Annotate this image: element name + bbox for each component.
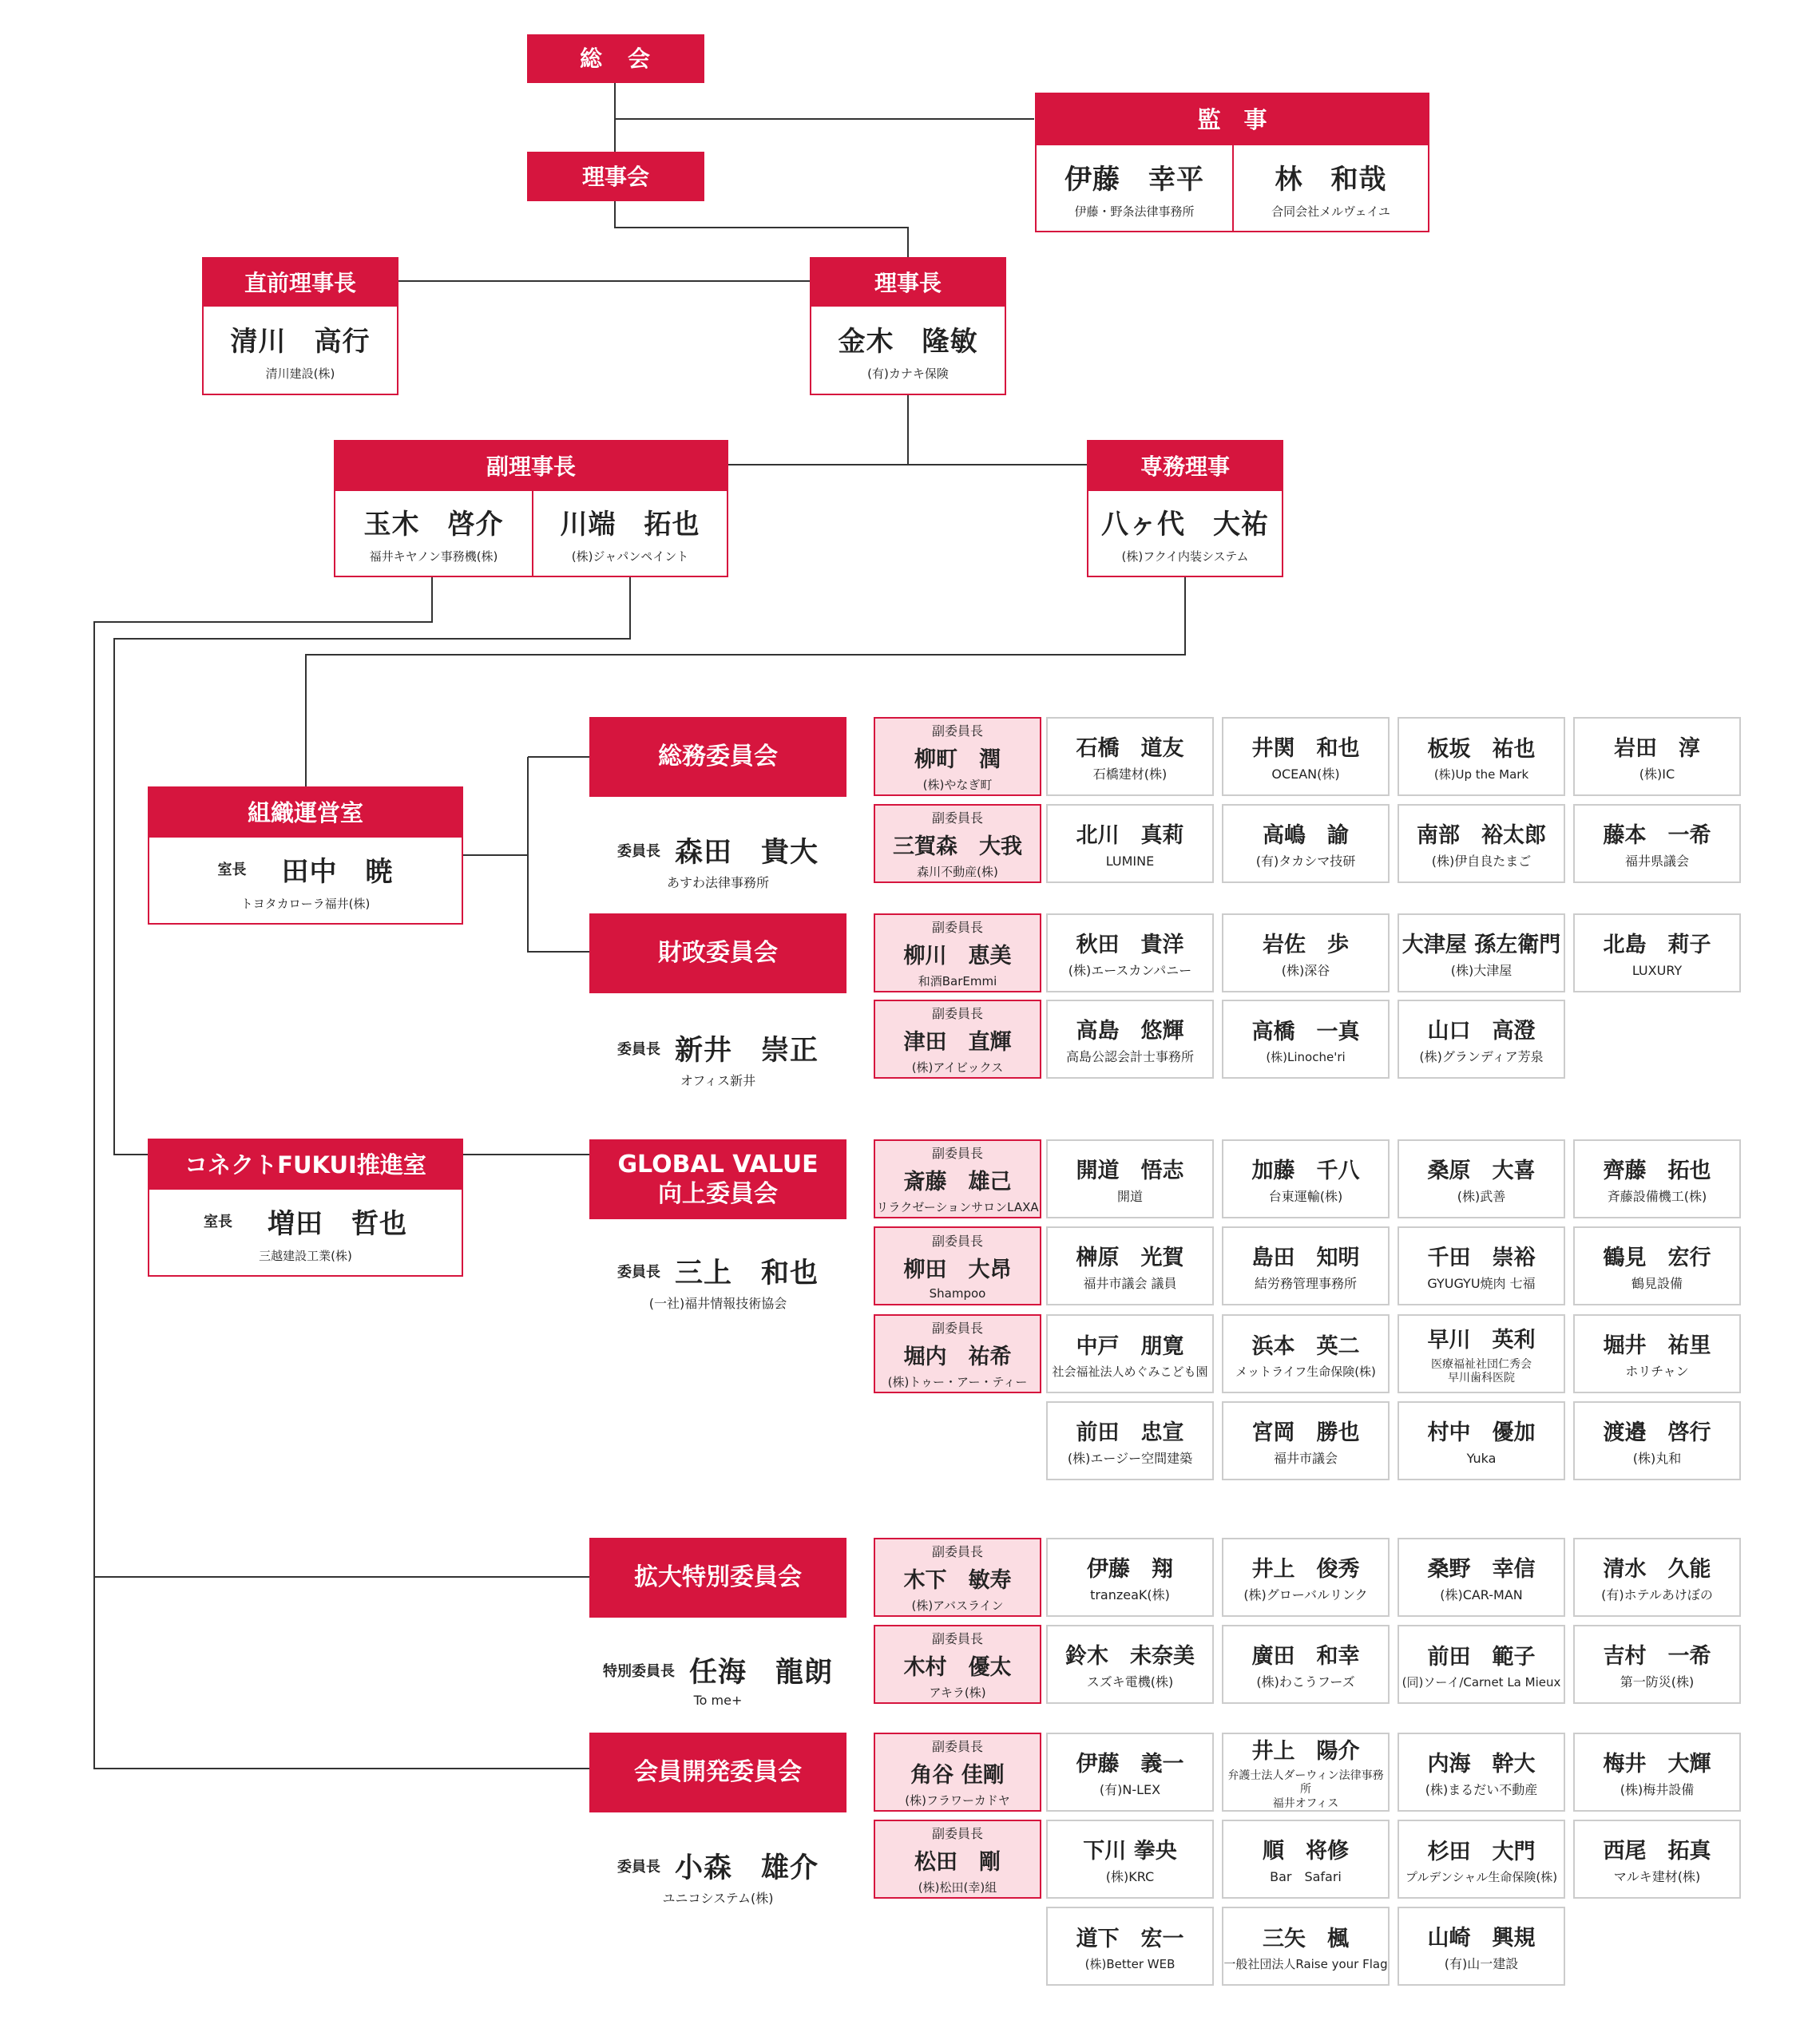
committee-chair-org: (一社)福井情報技術協会: [648, 1296, 787, 1311]
member-card: [1046, 1226, 1214, 1305]
member-card: [1398, 1625, 1565, 1704]
vice-chair-org: (株)ジャパンペイント: [571, 549, 689, 564]
member-name: 西尾 拓真: [1603, 1839, 1711, 1864]
member-org: 開道: [1116, 1189, 1143, 1204]
committee-chair-name: 新井 崇正: [674, 1035, 819, 1067]
member-name: 島田 知明: [1251, 1246, 1360, 1270]
member-org: OCEAN(株): [1271, 766, 1340, 782]
member-card: [1046, 1139, 1214, 1218]
former-chair-box: [202, 257, 398, 395]
vice-chair-label: 副委員長: [931, 1738, 983, 1754]
auditors-box: [1035, 93, 1429, 232]
vice-chair-card: [874, 1000, 1041, 1079]
member-card: [1573, 1226, 1741, 1305]
vice-chair-name: 川端 拓也: [560, 509, 700, 541]
member-card: [1573, 1139, 1741, 1218]
vice-chair-card: [874, 804, 1041, 883]
vice-chair-card: [874, 1139, 1041, 1218]
member-org: (株)伊自良たまご: [1431, 854, 1532, 869]
member-name: 堀井 祐里: [1603, 1333, 1711, 1358]
auditors-header: [1037, 94, 1428, 145]
member-org: (有)山一建設: [1444, 1956, 1519, 1971]
member-name: 内海 幹大: [1427, 1752, 1536, 1777]
general-meeting-label: 総 会: [579, 46, 652, 72]
office-head-org: トヨタカローラ福井(株): [240, 896, 371, 911]
vice-chair-org: (株)松田(幸)組: [918, 1880, 997, 1895]
member-org: 第一防災(株): [1620, 1674, 1695, 1689]
vice-chair-org: (株)トゥー・アー・ティー: [887, 1374, 1028, 1389]
member-card: [1222, 1139, 1390, 1218]
member-org: メットライフ生命保険(株): [1235, 1364, 1376, 1379]
member-org: (株)Up the Mark: [1433, 766, 1529, 782]
member-name: 榊原 光賀: [1076, 1246, 1184, 1270]
committee-chair: [589, 1254, 846, 1289]
member-org: (株)大津屋: [1450, 963, 1513, 978]
vice-chair-name: 斎藤 雄己: [903, 1169, 1012, 1194]
committee-title: 拡大特別委員会: [634, 1563, 802, 1592]
member-name: 梅井 大輝: [1603, 1752, 1711, 1777]
vice-chair-org: (株)フラワーカドヤ: [905, 1792, 1010, 1808]
vice-chair-label: 副委員長: [931, 810, 983, 826]
auditors-title: 監 事: [1197, 105, 1267, 133]
vice-chair-org: 福井キヤノン事務機(株): [369, 549, 498, 564]
member-card: [1573, 1314, 1741, 1393]
office-title: 組織運営室: [247, 798, 363, 826]
member-card: [1398, 1000, 1565, 1079]
member-name: 石橋 道友: [1076, 736, 1184, 761]
member-name: 北川 真莉: [1076, 823, 1184, 848]
chair-name: 金木 隆敏: [838, 325, 978, 358]
member-card: [1398, 1139, 1565, 1218]
member-card: [1046, 1820, 1214, 1899]
member-card: [1046, 717, 1214, 796]
member-card: [1222, 804, 1390, 883]
committee-title: 財政委員会: [658, 939, 778, 968]
vice-chair-label: 副委員長: [931, 1543, 983, 1559]
executive-header: [1088, 442, 1282, 491]
member-card: [1222, 1733, 1390, 1812]
member-card: [1398, 1907, 1565, 1986]
committee-header: [589, 1733, 846, 1812]
committee-title: 総務委員会: [658, 743, 778, 771]
vice-chairs-title: 副理事長: [486, 453, 576, 480]
member-card: [1573, 1401, 1741, 1480]
vice-chair-label: 副委員長: [931, 723, 983, 739]
committee-header: [589, 1139, 846, 1219]
executive-title: 専務理事: [1140, 453, 1230, 480]
office-header: [149, 788, 462, 838]
member-org: スズキ電機(株): [1086, 1674, 1174, 1689]
member-card: [1222, 1401, 1390, 1480]
vice-chair-label: 副委員長: [931, 1320, 983, 1336]
office-head-cell: [149, 1190, 462, 1275]
member-org: 結労務管理事務所: [1254, 1276, 1357, 1291]
member-name: 中戸 朋寛: [1076, 1333, 1184, 1359]
committee-chair-name: 任海 龍朗: [688, 1657, 833, 1689]
committee-chair-role: 委員長: [617, 1264, 660, 1281]
member-org: 鶴見設備: [1631, 1276, 1683, 1291]
vice-chair-org: アキラ(株): [929, 1685, 986, 1700]
vice-chair-card: [874, 1625, 1041, 1704]
member-name: 鈴木 未奈美: [1065, 1644, 1195, 1669]
member-name: 順 将修: [1263, 1839, 1349, 1864]
member-card: [1046, 1733, 1214, 1812]
committee-chair-name: 三上 和也: [674, 1258, 819, 1289]
committee-chair-role: 委員長: [617, 1859, 660, 1876]
member-org: 石橋建材(株): [1092, 766, 1168, 782]
member-name: 千田 崇裕: [1427, 1246, 1536, 1270]
office-box-connect: [148, 1139, 463, 1277]
member-org: (株)武善: [1457, 1189, 1506, 1204]
member-org: (株)IC: [1639, 766, 1675, 782]
general-meeting-box: [527, 34, 704, 83]
member-card: [1398, 1314, 1565, 1393]
vice-chair-label: 副委員長: [931, 1825, 983, 1841]
member-name: 岩佐 歩: [1263, 933, 1349, 957]
member-org: 社会福祉法人めぐみこども園: [1052, 1364, 1208, 1379]
member-card: [1046, 1401, 1214, 1480]
vice-chair-card: [874, 1733, 1041, 1812]
member-org: tranzeaK(株): [1090, 1587, 1170, 1602]
member-name: 山崎 興規: [1427, 1926, 1536, 1951]
member-card: [1222, 1538, 1390, 1617]
vice-chair-org: 和酒BarEmmi: [918, 973, 997, 988]
member-org: (株)深谷: [1281, 963, 1330, 978]
executive-box: [1087, 440, 1283, 577]
auditor-name: 伊藤 幸平: [1065, 163, 1204, 196]
office-role: 室長: [204, 1214, 232, 1230]
member-name: 廣田 和幸: [1251, 1644, 1360, 1669]
executive-name: 八ヶ代 大祐: [1101, 509, 1269, 541]
vice-chair-name: 角谷 佳剛: [910, 1762, 1005, 1788]
member-org: プルデンシャル生命保険(株): [1405, 1869, 1558, 1884]
committee-header: [589, 913, 846, 993]
member-card: [1398, 1733, 1565, 1812]
member-card: [1222, 1226, 1390, 1305]
member-card: [1573, 1538, 1741, 1617]
vice-chair-card: [874, 1820, 1041, 1899]
committee-chair-name: 森田 貴大: [674, 837, 819, 869]
member-org: (株)Better WEB: [1084, 1956, 1176, 1971]
committee-header: [589, 1538, 846, 1618]
vice-chair-name: 柳田 大昂: [903, 1258, 1012, 1282]
member-org: Yuka: [1466, 1451, 1497, 1466]
chair-title: 理事長: [874, 269, 942, 296]
member-org: 福井市議会 議員: [1083, 1276, 1177, 1291]
auditor-name: 林 和哉: [1275, 163, 1387, 196]
member-org: (株)エージー空間建築: [1067, 1451, 1193, 1466]
vice-chairs-header: [335, 442, 727, 491]
member-name: 藤本 一希: [1603, 823, 1711, 848]
committee-chair: [589, 833, 846, 868]
vice-chair-label: 副委員長: [931, 1005, 983, 1021]
committee-chair-org: あすわ法律事務所: [666, 875, 769, 890]
auditor-cell: [1234, 145, 1428, 231]
member-org: (有)タカシマ技研: [1255, 854, 1356, 869]
member-name: 渡邉 啓行: [1603, 1420, 1711, 1445]
committee-chair-role: 委員長: [617, 1041, 660, 1058]
member-card: [1398, 804, 1565, 883]
vice-chair-org: 森川不動産(株): [917, 864, 998, 879]
vice-chair-name: 堀内 祐希: [903, 1344, 1012, 1369]
member-org: (株)エースカンパニー: [1068, 963, 1192, 978]
executive-org: (株)フクイ内装システム: [1121, 549, 1249, 564]
member-card: [1046, 1538, 1214, 1617]
member-name: 井上 陽介: [1251, 1738, 1360, 1764]
former-chair-name: 清川 高行: [230, 325, 371, 358]
office-head-cell: [149, 838, 462, 923]
committee-chair-name: 小森 雄介: [674, 1852, 819, 1884]
member-name: 鶴見 宏行: [1603, 1246, 1711, 1270]
office-head-name: 増田 哲也: [268, 1207, 407, 1240]
member-card: [1398, 1820, 1565, 1899]
vice-chair-card: [874, 1314, 1041, 1393]
vice-chair-card: [874, 717, 1041, 796]
vice-chair-label: 副委員長: [931, 1234, 983, 1249]
vice-chair-card: [874, 913, 1041, 992]
office-header: [149, 1140, 462, 1190]
member-org: 福井県議会: [1624, 854, 1689, 869]
vice-chair-org: (株)やなぎ町: [922, 777, 993, 792]
office-box-organization: [148, 786, 463, 925]
member-name: 高嶋 諭: [1263, 823, 1349, 848]
member-org: GYUGYU焼肉 七福: [1427, 1276, 1536, 1291]
member-org: (株)Linoche'ri: [1266, 1049, 1346, 1064]
former-chair-header: [204, 259, 397, 307]
member-card: [1046, 1907, 1214, 1986]
member-name: 秋田 貴洋: [1076, 933, 1184, 957]
member-name: 桑野 幸信: [1427, 1557, 1536, 1582]
former-chair-title: 直前理事長: [244, 269, 356, 296]
member-card: [1046, 913, 1214, 992]
member-org: LUMINE: [1105, 854, 1155, 869]
member-org: ホリチャン: [1625, 1364, 1689, 1379]
former-chair-cell: [204, 307, 397, 394]
member-name: 加藤 千八: [1251, 1159, 1360, 1183]
member-org: 斉藤設備機工(株): [1607, 1189, 1707, 1204]
vice-chair-name: 津田 直輝: [903, 1029, 1012, 1055]
member-card: [1573, 1733, 1741, 1812]
member-name: 山口 高澄: [1427, 1019, 1536, 1044]
member-org: (株)まるだい不動産: [1425, 1782, 1538, 1797]
chair-org: (有)カナキ保険: [867, 366, 949, 381]
office-title: コネクトFUKUI推進室: [184, 1151, 426, 1178]
auditor-cell: [1037, 145, 1232, 231]
member-name: 井上 俊秀: [1251, 1557, 1360, 1582]
member-name: 下川 拳央: [1083, 1839, 1177, 1864]
member-org: Bar Safari: [1270, 1869, 1342, 1884]
committee-header: [589, 717, 846, 797]
vice-chair-label: 副委員長: [931, 1145, 983, 1161]
member-card: [1573, 1625, 1741, 1704]
member-org: (株)CAR-MAN: [1440, 1587, 1523, 1602]
member-org: 高島公認会計士事務所: [1065, 1049, 1194, 1064]
member-name: 板坂 祐也: [1427, 736, 1536, 762]
vice-chair-card: [874, 1538, 1041, 1617]
vice-chair-name: 柳川 恵美: [903, 943, 1012, 969]
member-name: 南部 裕太郎: [1417, 823, 1546, 848]
member-name: 宮岡 勝也: [1251, 1420, 1360, 1445]
committee-chair-role: 特別委員長: [602, 1663, 675, 1680]
member-name: 村中 優加: [1427, 1420, 1536, 1445]
member-card: [1222, 913, 1390, 992]
member-name: 杉田 大門: [1427, 1839, 1536, 1864]
member-card: [1222, 1314, 1390, 1393]
member-name: 大津屋 孫左衛門: [1402, 933, 1561, 957]
member-card: [1222, 1907, 1390, 1986]
member-card: [1573, 804, 1741, 883]
member-org: (株)グローバルリンク: [1243, 1587, 1368, 1602]
member-card: [1573, 913, 1741, 992]
member-name: 開道 悟志: [1076, 1159, 1184, 1183]
auditor-org: 伊藤・野条法律事務所: [1074, 204, 1195, 219]
committee-title: GLOBAL VALUE 向上委員会: [617, 1150, 819, 1208]
member-org: 弁護士法人ダーウィン法律事務所 福井オフィス: [1227, 1769, 1384, 1810]
member-card: [1046, 804, 1214, 883]
vice-chair-name: 松田 剛: [914, 1849, 1001, 1875]
member-org: 一般社団法人Raise your Flag: [1223, 1956, 1388, 1971]
member-org: 福井市議会: [1273, 1451, 1338, 1466]
member-org: (有)N-LEX: [1099, 1782, 1161, 1797]
member-org: (株)わこうフーズ: [1256, 1674, 1355, 1689]
member-name: 伊藤 義一: [1076, 1752, 1184, 1777]
vice-chair-org: Shampoo: [929, 1286, 986, 1301]
executive-cell: [1088, 491, 1282, 576]
member-name: 井関 和也: [1251, 736, 1360, 761]
member-name: 前田 範子: [1427, 1644, 1536, 1670]
member-org: 台東運輸(株): [1268, 1189, 1343, 1204]
member-name: 齊藤 拓也: [1603, 1159, 1711, 1183]
vice-chair-name: 木下 敏寿: [903, 1567, 1012, 1593]
committee-chair: [589, 1848, 846, 1884]
vice-chair-name: 木村 優太: [903, 1654, 1012, 1680]
member-name: 高橋 一真: [1251, 1019, 1360, 1044]
vice-chair-org: (株)アバスライン: [911, 1598, 1004, 1613]
member-name: 北島 莉子: [1603, 933, 1711, 957]
member-name: 三矢 楓: [1263, 1926, 1349, 1951]
committee-chair-org: オフィス新井: [680, 1073, 756, 1088]
office-head-name: 田中 暁: [281, 855, 394, 888]
chair-header: [811, 259, 1005, 307]
committee-chair: [589, 1031, 846, 1066]
office-head-org: 三越建設工業(株): [259, 1248, 352, 1263]
member-org: (株)グランディア芳泉: [1419, 1049, 1544, 1064]
auditor-org: 合同会社メルヴェイユ: [1271, 204, 1390, 219]
committee-chair: [589, 1653, 846, 1688]
member-card: [1398, 1226, 1565, 1305]
member-card: [1573, 717, 1741, 796]
member-name: 吉村 一希: [1603, 1644, 1711, 1669]
member-card: [1398, 1401, 1565, 1480]
member-card: [1222, 717, 1390, 796]
member-org: マルキ建材(株): [1613, 1869, 1701, 1884]
member-name: 道下 宏一: [1076, 1926, 1184, 1951]
committee-chair-role: 委員長: [617, 843, 660, 860]
member-card: [1046, 1314, 1214, 1393]
vice-chair-name: 玉木 啓介: [363, 509, 504, 541]
committee-title: 会員開発委員会: [634, 1758, 802, 1787]
member-name: 桑原 大喜: [1427, 1159, 1536, 1183]
member-name: 岩田 淳: [1614, 736, 1700, 761]
member-card: [1222, 1625, 1390, 1704]
member-card: [1398, 1538, 1565, 1617]
member-card: [1222, 1000, 1390, 1079]
member-card: [1222, 1820, 1390, 1899]
member-org: (株)梅井設備: [1620, 1782, 1695, 1797]
vice-chair-cell: [533, 491, 727, 576]
member-card: [1046, 1000, 1214, 1079]
committee-chair-org: To me+: [693, 1693, 743, 1708]
vice-chair-label: 副委員長: [931, 919, 983, 935]
member-org: (株)KRC: [1105, 1869, 1155, 1884]
vice-chair-card: [874, 1226, 1041, 1305]
member-name: 早川 英利: [1427, 1327, 1536, 1353]
member-card: [1398, 717, 1565, 796]
member-name: 伊藤 翔: [1087, 1557, 1173, 1582]
member-org: (株)丸和: [1632, 1451, 1682, 1466]
vice-chair-org: リラクゼーションサロンLAXA: [876, 1199, 1039, 1214]
vice-chair-org: (株)アイビックス: [911, 1060, 1004, 1075]
office-role: 室長: [217, 862, 247, 878]
member-name: 浜本 英二: [1251, 1333, 1360, 1359]
committee-chair-org: ユニコシステム(株): [662, 1891, 774, 1906]
member-card: [1046, 1625, 1214, 1704]
member-name: 清水 久能: [1603, 1557, 1711, 1582]
member-card: [1573, 1820, 1741, 1899]
board-label: 理事会: [581, 163, 649, 190]
board-box: [527, 152, 704, 201]
member-org: (同)ソーイ/Carnet La Mieux: [1402, 1674, 1561, 1689]
member-name: 高島 悠輝: [1076, 1019, 1184, 1044]
member-name: 前田 忠宣: [1076, 1420, 1184, 1445]
chair-cell: [811, 307, 1005, 394]
vice-chair-name: 三賀森 大我: [893, 834, 1022, 859]
member-org: (有)ホテルあけぼの: [1601, 1587, 1713, 1602]
vice-chairs-box: [334, 440, 728, 577]
member-card: [1398, 913, 1565, 992]
vice-chair-label: 副委員長: [931, 1630, 983, 1646]
chair-box: [810, 257, 1006, 395]
vice-chair-cell: [335, 491, 532, 576]
vice-chair-name: 柳町 潤: [914, 747, 1001, 772]
member-org: LUXURY: [1631, 963, 1683, 978]
former-chair-org: 清川建設(株): [265, 366, 335, 381]
member-org: 医療福祉社団仁秀会 早川歯科医院: [1431, 1357, 1532, 1384]
